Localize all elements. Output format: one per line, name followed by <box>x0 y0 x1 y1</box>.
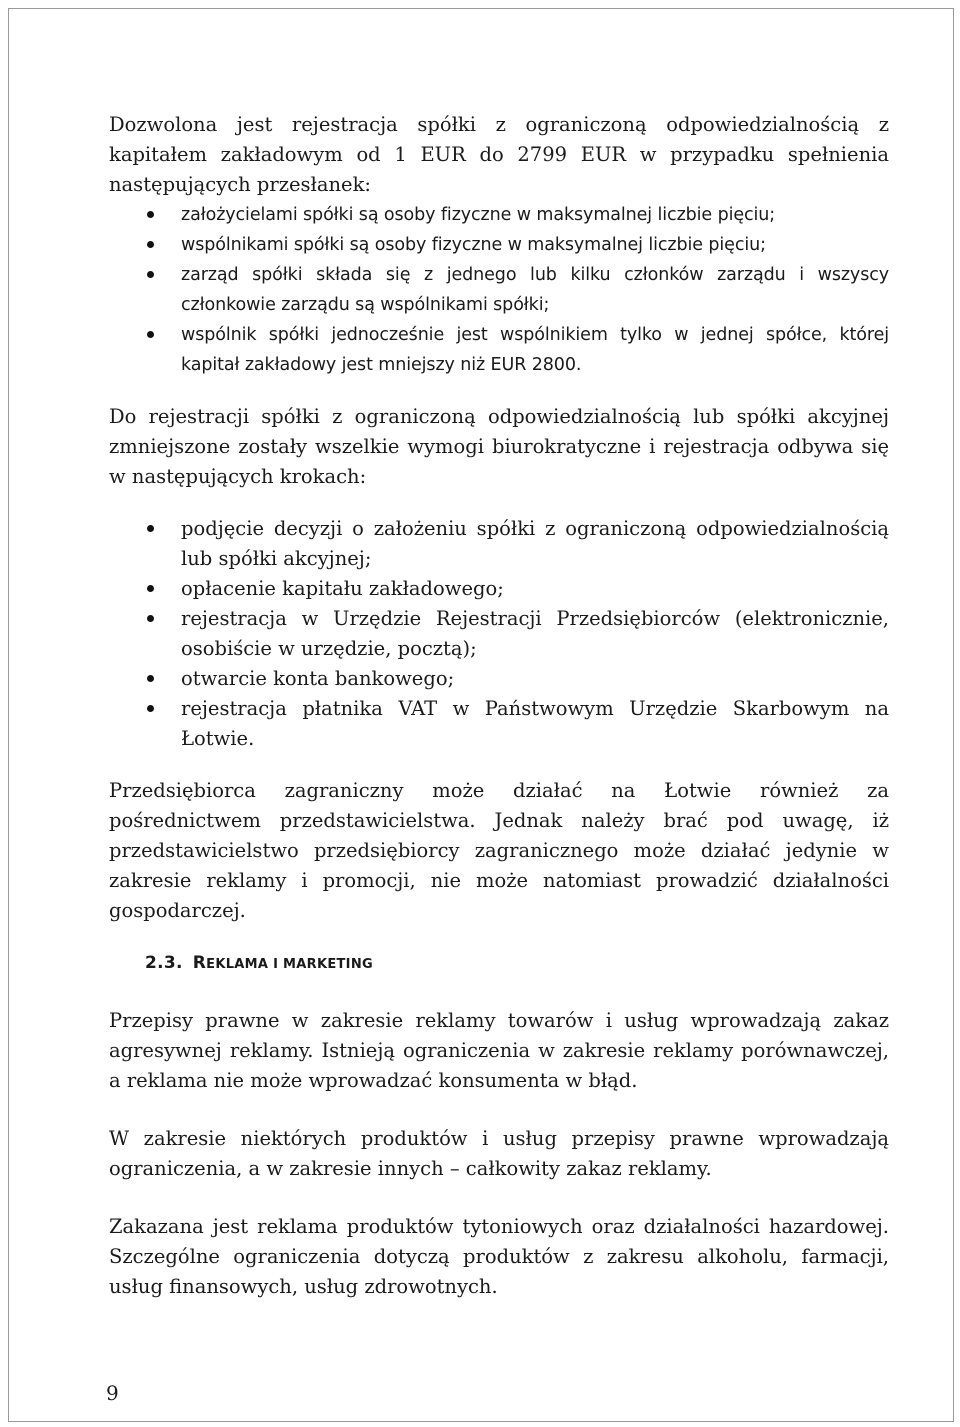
list-item: podjęcie decyzji o założeniu spółki z ograniczoną odpowiedzialnością lub spółki akcyjnej; <box>109 514 889 574</box>
section-title-initial: R <box>192 953 207 973</box>
advertising-paragraph-2: W zakresie niektórych produktów i usług przepisy prawne wprowadzają ograniczenia, a w zakresie innych – całkowity zakaz reklamy. <box>109 1127 889 1180</box>
section-title-rest: EKLAMA I MARKETING <box>206 957 373 972</box>
advertising-paragraph-3: Zakazana jest reklama produktów tytoniowych oraz działalności hazardowej. Szczególne ograniczenia dotyczą produktów z zakresu alkoholu, farmacji, usług finansowych, usług zdrowotnych. <box>109 1215 889 1298</box>
registration-intro: Do rejestracji spółki z ograniczoną odpowiedzialnością lub spółki akcyjnej zmniejszone zostały wszelkie wymogi biurokratyczne i rejestracja odbywa się w następujących krokach: <box>109 405 889 488</box>
list-item: zarząd spółki składa się z jednego lub kilku członków zarządu i wszyscy członkowie zarządu są wspólnikami spółki; <box>109 260 889 320</box>
list-item: otwarcie konta bankowego; <box>109 664 889 694</box>
list-item: opłacenie kapitału zakładowego; <box>109 574 889 604</box>
intro-paragraph: Dozwolona jest rejestracja spółki z ograniczoną odpowiedzialnością z kapitałem zakładowym od 1 EUR do 2799 EUR w przypadku spełnienia następujących przesłanek: <box>109 113 889 196</box>
list-item: założycielami spółki są osoby fizyczne w maksymalnej liczbie pięciu; <box>109 200 889 230</box>
representation-paragraph: Przedsiębiorca zagraniczny może działać na Łotwie również za pośrednictwem przedstawicielstwa. Jednak należy brać pod uwagę, iż przedstawicielstwo przedsiębiorcy zagranicznego może działać jedynie w zakresie reklamy i promocji, nie może natomiast prowadzić działalności gospodarczej. <box>109 779 889 922</box>
page-number: 9 <box>106 1381 119 1405</box>
section-heading <box>109 948 889 980</box>
list-item: wspólnikami spółki są osoby fizyczne w maksymalnej liczbie pięciu; <box>109 230 889 260</box>
conditions-list <box>109 200 889 380</box>
list-item: rejestracja w Urzędzie Rejestracji Przedsiębiorców (elektronicznie, osobiście w urzędzie, pocztą); <box>109 604 889 664</box>
advertising-paragraph-1: Przepisy prawne w zakresie reklamy towarów i usług wprowadzają zakaz agresywnej reklamy. Istnieją ograniczenia w zakresie reklamy porównawczej, a reklama nie może wprowadzać konsumenta w błąd. <box>109 1009 889 1092</box>
section-number: 2.3. <box>145 953 183 973</box>
list-item: wspólnik spółki jednocześnie jest wspólnikiem tylko w jednej spółce, której kapitał zakładowy jest mniejszy niż EUR 2800. <box>109 320 889 380</box>
registration-steps-list <box>109 514 889 754</box>
page-content <box>109 9 889 1302</box>
page <box>8 8 954 1422</box>
list-item: rejestracja płatnika VAT w Państwowym Urzędzie Skarbowym na Łotwie. <box>109 694 889 754</box>
